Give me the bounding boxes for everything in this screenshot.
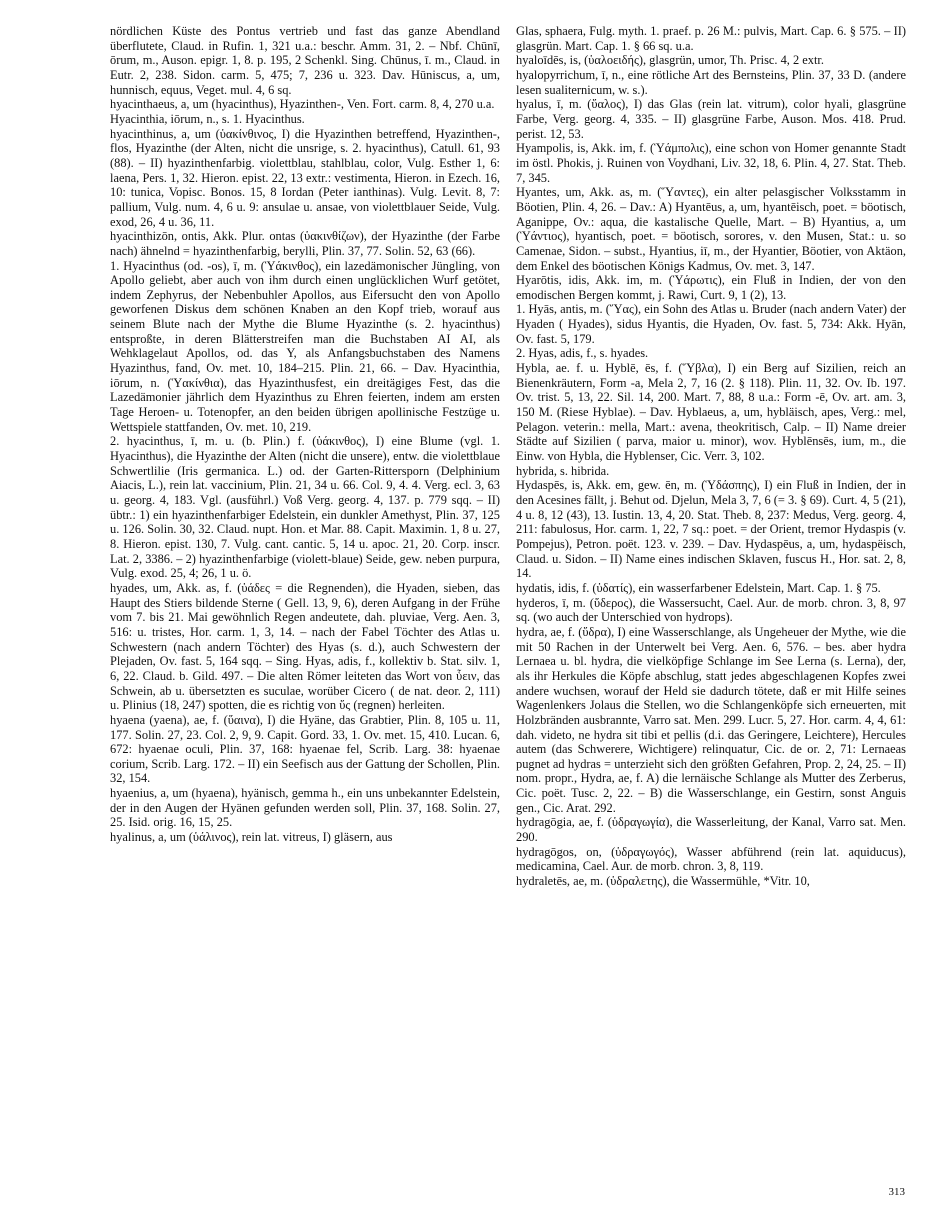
entry: hyacinthaeus, a, um (hyacinthus), Hyazinthen-, Ven. Fort. carm. 8, 4, 270 u.a. (110, 97, 495, 112)
entry: 2. Hyas, adis, f., s. hyades. (516, 346, 649, 361)
entry: hyaena (yaena), ae, f. (ὕαινα), I) die Hyäne, das Grabtier, Plin. 8, 105 u. 11, 177. Solin. 27, 23. Col. 2, 9, 9. Capit. Gord. 33, 1. Ov. met. 15, 410. Lucan. 6, 672: hyaenae oculi, Plin. 37, 168: hyaenae fel, Scrib. Larg. 38: hyaenae corium, Scrib. Larg. 172. – II) ein Seefisch aus der Gattung der Schollen, Plin. 32, 154. (110, 712, 500, 786)
entry: hyacinthizōn, ontis, Akk. Plur. ontas (ὑακινθίζων), der Hyazinthe (der Farbe nach) ähnelnd = hyazinthenfarbig, berylli, Plin. 37, 77. Solin. 52, 63 (66). (110, 229, 500, 258)
entry: Hyacinthia, iōrum, n., s. 1. Hyacinthus. (110, 111, 305, 126)
entry: Glas, sphaera, Fulg. myth. 1. praef. p. 26 M.: pulvis, Mart. Cap. 6. § 575. – II) glasgrün. Mart. Cap. 1. § 66 sq. u.a. (516, 24, 906, 53)
entry: hyacinthinus, a, um (ὑακίνθινος, I) die Hyazinthen betreffend, Hyazinthen-, flos, Hyazinthe (der Alten, nicht die unsrige, s. 2. hyacinthus), Catull. 61, 93 (88). – II) hyazinthenfarbig. violettblau, stahlblau, color, Vulg. Esther 1, 6: laena, Pers. 1, 32. Hieron. epist. 22, 13 extr.: vestimenta, Hieron. in Ezech. 16, 10: tunica, Vopisc. Bonos. 15, 8 Iordan (Peter ianthinas). Vulg. Levit. 8, 7: pallium, Vulg. num. 4, 6 u. 9: ansulae u. ansae, von violettblauer Seide, Vulg. exod, 26, 4 u. 36, 11. (110, 126, 500, 229)
entry: hydragōgia, ae, f. (ὑδραγωγία), die Wasserleitung, der Kanal, Varro sat. Men. 290. (516, 815, 906, 845)
entry: Hyarōtis, idis, Akk. im, m. (Ὑάρωτις), ein Fluß in Indien, der von den emodischen Bergen kommt, j. Rawi, Curt. 9, 1 (2), 13. (516, 273, 906, 302)
entry: Hybla, ae. f. u. Hyblē, ēs, f. (Ὕβλα), I) ein Berg auf Sizilien, reich an Bienenkräutern, Form -a, Mela 2, 7, 16 (2. § 118). Plin. 11, 32. Ov. Ib. 197. Ov. trist. 5, 13, 22. Sil. 14, 200. Mart. 7, 88, 8 u.a.: Form -ē, Ov. art. am. 3, 150 M. (Riese Hyblae). – Dav. Hyblaeus, a, um, hybläisch, apes, Verg.: mel, Pelagon. veterin.: mella, Mart.: avena, theokritisch, Calp. – II) Name dreier Städte auf Sizilien ( parva, maior u. minor), wov. Hyblēnsēs, ium, m., die Einw. von Hybla, die Hyblenser, Cic. Verr. 3, 102. (516, 361, 906, 464)
entry: Hydaspēs, is, Akk. em, gew. ēn, m. (Ὑδάσπης), I) ein Fluß in Indien, der in den Acesines fällt, j. Behut od. Djelun, Mela 3, 7, 6 (= 3. § 69). Curt. 4, 5 (21), 4 u. 8, 12 (43), 13. Iustin. 13, 4, 20. Stat. Theb. 8, 237: Medus, Verg. georg. 4, 211: fabulosus, Hor. carm. 1, 22, 7 sq.: poet. = der Orient, tremor Hydaspis (v. Pompejus), Petron. poët. 123. v. 239. – Dav. Hydaspēus, a, um, hydaspëisch, Claud. u. Sidon. – II) Name eines indischen Sklaven, fuscus H., Hor. sat. 2, 8, 14. (516, 478, 906, 581)
left-column (110, 24, 500, 1184)
entry: Hyampolis, is, Akk. im, f. (Ὑάμπολις), eine schon von Homer genannte Stadt im östl. Phokis, j. Ruinen von Voydhani, Liv. 32, 18, 6. Plin. 4, 27. Stat. Theb. 7, 345. (516, 141, 906, 185)
entry: hyalus, ī, m. (ὕαλος), I) das Glas (rein lat. vitrum), color hyali, glasgrüne Farbe, Verg. georg. 4, 335. – II) glasgrüne Farbe, Auson. Mos. 418. Prud. perist. 12, 53. (516, 97, 906, 141)
entry: 2. hyacinthus, ī, m. u. (b. Plin.) f. (ὑάκινθος), I) eine Blume (vgl. 1. Hyacinthus), die Hyazinthe der Alten (nicht die unsere), entw. die violettblaue Schwertlilie (Iris germanica. L.) od. der Garten-Rittersporn (Delphinium Aiacis, L.), rein lat. vaccinium, Plin. 21, 34 u. 66. Col. 9, 4. 4. Verg. ecl. 3, 63 u. georg. 4, 183. Vgl. (ausführl.) Voß Verg. georg. 4, 137. p. 779 sqq. – II) übtr.: 1) ein hyazinthenfarbiger Edelstein, ein dunkler Amethyst, Plin. 37, 125 u. 126. Solin. 30, 32. Claud. nupt. Hon. et Mar. 88. Capit. Maximin. 1, 8 u. 27, 8. Hieron. epist. 130, 7. Vulg. cant. cantic. 5, 14 u. apoc. 21, 20. Corp. inscr. Lat. 2, 3386. – 2) hyazinthenfarbige (violett-blaue) Seide, gew. neben purpura, Vulg. exod. 25, 4; 26, 1 u. ö. (110, 434, 500, 581)
entry: Hyantes, um, Akk. as, m. (Ὕαντες), ein alter pelasgischer Volksstamm in Böotien, Plin. 4, 26. – Dav.: A) Hyantēus, a, um, hyantēisch, poet. = böotisch, Aganippe, Ov.: aqua, die kastalische Quelle, Mart. – B) Hyantius, a, um (Ὑάντιος), hyantisch, poet. = böotisch, sorores, v. den Musen, Stat.: u. so Camenae, Sidon. – subst., Hyantius, iī, m., der Hyantier, Böotier, von Aktäon, dem Enkel des böotischen Königs Kadmus, Ov. met. 3, 147. (516, 185, 906, 273)
right-column (516, 24, 906, 1184)
page-number: 313 (888, 1186, 905, 1198)
entry: hyaenius, a, um (hyaena), hyänisch, gemma h., ein uns unbekannter Edelstein, der in den Augen der Hyänen gefunden werden soll, Plin. 37, 168. Solin. 27, 25. Isid. orig. 16, 15, 25. (110, 786, 500, 830)
entry: hyderos, ī, m. (ὕδερος), die Wassersucht, Cael. Aur. de morb. chron. 3, 8, 97 sq. (wo auch der Unterschied von hydrops). (516, 595, 906, 625)
entry: hyaloīdēs, is, (ὑαλοειδής), glasgrün, umor, Th. Prisc. 4, 2 extr. (516, 53, 824, 68)
entry: 1. Hyacinthus (od. -os), ī, m. (Ὑάκινθος), ein lazedämonischer Jüngling, von Apollo geliebt, aber auch von ihm durch einen unglücklichen Wurf getötet, indem Zephyrus, der Nebenbuhler Apollos, aus Eifersucht den von Apollo geworfenen Diskus dem schönen Knaben an den Kopf trieb, worauf aus seinem Blute nach der Mythe die Blume Hyazinthe (s. 2. hyacinthus) entsproßte, in deren Blätterstreifen man die Buchstaben AI AI, als Wehklagelaut Apollos, od. das Y, als Anfangsbuchstaben des Namens Hyazinthus, fand, Ov. met. 10, 184–215. Plin. 21, 66. – Dav. Hyacinthia, iōrum, n. (Ὑακίνθια), das Hyazinthusfest, ein dreitägiges Fest, das die Lazedämonier jährlich dem Hyazinthus zu Ehren feierten, indem am ersten Tage Heroen- u. Totenopfer, an den beiden übrigen apollinische Festzüge u. Wettspiele stattfanden, Ov. met. 10, 219. (110, 258, 500, 434)
entry: hybrida, s. hibrida. (516, 463, 610, 478)
entry: hydraletēs, ae, m. (ὑδραλετης), die Wassermühle, *Vitr. 10, (516, 874, 810, 889)
entry: nördlichen Küste des Pontus vertrieb und fast das ganze Abendland überflutete, Claud. in Rufin. 1, 321 u.a.: beschr. Amm. 31, 2. – Nbf. Chūnī, ōrum, m., Auson. epigr. 1, 8. p. 195, 2 Schenkl. Sing. Chūnus, ī. m., Claud. in Eutr. 2, 238. Sidon. carm. 5, 475; 7, 236 u. 323. Dav. Hūniscus, a, um, hunnisch, equus, Veget. mul. 4, 6 sq. (110, 24, 500, 97)
entry: hydragōgos, on, (ὑδραγωγός), Wasser abführend (rein lat. aquiducus), medicamina, Cael. Aur. de morb. chron. 3, 8, 119. (516, 844, 906, 874)
entry: hyalinus, a, um (ὑάλινος), rein lat. vitreus, I) gläsern, aus (110, 830, 393, 845)
entry: hyades, um, Akk. as, f. (ὑάδες = die Regnenden), die Hyaden, sieben, das Haupt des Stiers bildende Sterne ( Gell. 13, 9, 6), deren Aufgang in der Frühe vom 7. bis 21. Mai gewöhnlich Regen andeutete, dah. pluviae, Verg. Aen. 3, 516: u. tristes, Hor. carm. 1, 3, 14. – nach der Fabel Töchter des Atlas u. Schwestern (nach andern Töchter) des Hyas (s. d.), auch Schwestern der Plejaden, Ov. fast. 5, 164 sqq. – Sing. Hyas, adis, f., kollektiv b. Stat. silv. 1, 6, 22. Claud. b. Gild. 497. – Die alten Römer leiteten das Wort von ὗειν, das Schwein, ab u. übersetzten es suculae, worüber Cicero ( de nat. deor. 2, 111) u. Plinius (18, 247) spotten, die es richtig von ὕς (regnen) herleiten. (110, 580, 500, 713)
entry: hydra, ae, f. (ὕδρα), I) eine Wasserschlange, als Ungeheuer der Mythe, wie die mit 50 Rachen in der Unterwelt bei Verg. Aen. 6, 576. – bes. aber hydra Lernaea u. bl. hydra, die vielköpfige Schlange im See Lerna (s. Lerna), der, als ihr Herkules die Köpfe abschlug, statt jedes abgeschlagenen Kopfes zwei andere wuchsen, worauf der Held sie dadurch tötete, daß er mit Hilfe seines Wagenlenkers Jolaus die Stellen, wo die Schlangenköpfe sich erneuerten, mit Holzbränden ausbrannte, Varro sat. Men. 299. Lucr. 5, 27. Hor. carm. 4, 4, 61: dah. videto, ne hydra sit tibi et pellis (d.i. das Geringere, Leichtere), Hercules autem (das Schwerere, Wichtigere) relinquatur, Cic. de or. 2, 71: Lernaeas pugnet ad hydras = unterzieht sich den größten Gefahren, Prop. 2, 24, 25. – II) nom. propr., Hydra, ae, f. A) die lernäische Schlange als Mutter des Zerberus, Cic. poët. Tusc. 2, 22. – B) die Wasserschlange, ein Gestirn, sonst Anguis gen., Cic. Arat. 292. (516, 624, 906, 815)
entry: 1. Hyās, antis, m. (Ὕας), ein Sohn des Atlas u. Bruder (nach andern Vater) der Hyaden ( Hyades), sidus Hyantis, die Hyaden, Ov. fast. 5, 734: Akk. Hyān, Ov. fast. 5, 179. (516, 302, 906, 346)
entry: hyalopyrrichum, ī, n., eine rötliche Art des Bernsteins, Plin. 37, 33 D. (andere lesen sualiternicum, w. s.). (516, 67, 906, 97)
entry: hydatis, idis, f. (ὑδατίς), ein wasserfarbener Edelstein, Mart. Cap. 1. § 75. (516, 580, 881, 595)
